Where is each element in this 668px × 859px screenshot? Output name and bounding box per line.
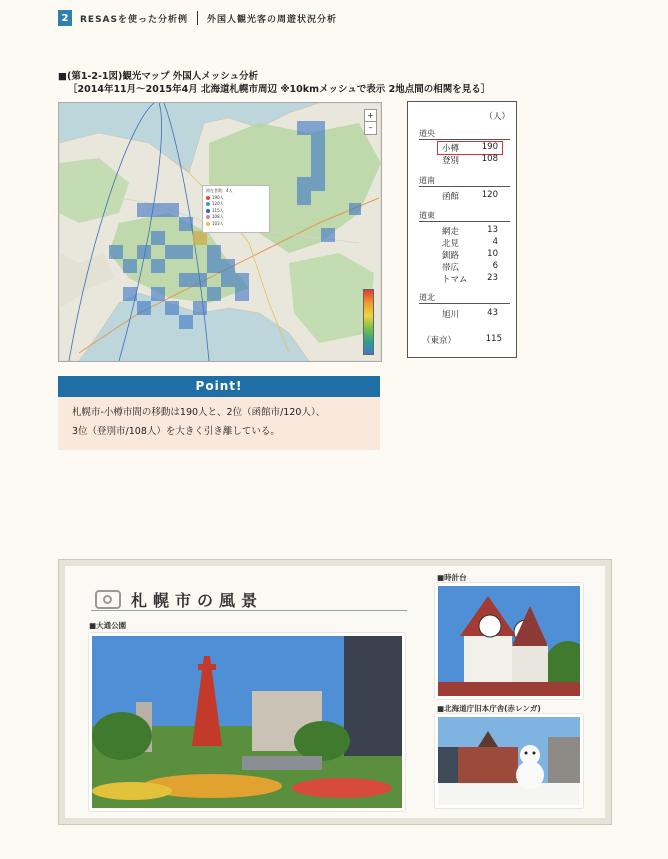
legend-dot-icon xyxy=(206,196,210,200)
region-rule xyxy=(419,303,510,304)
color-scale-bar xyxy=(363,289,374,355)
red-brick-office-image xyxy=(438,717,580,805)
topic-label: 外国人観光客の周遊状況分析 xyxy=(207,14,338,25)
legend-item: 120人 xyxy=(206,201,266,208)
legend-item: 115人 xyxy=(206,208,266,215)
table-row: 旭川 43 xyxy=(442,308,498,320)
legend-item: 108人 xyxy=(206,214,266,221)
point-heading: Point! xyxy=(58,376,380,397)
region-label: 道東 xyxy=(419,211,435,220)
section-label: RESASを使った分析例 xyxy=(80,14,189,25)
clock-tower-image xyxy=(438,586,580,696)
point-box xyxy=(58,376,380,450)
red-brick-office-photo xyxy=(435,714,583,808)
scenery-title-text: 札幌市の風景 xyxy=(131,591,264,610)
page-number: 2 xyxy=(58,10,72,26)
zoom-in-button[interactable]: + xyxy=(365,110,376,122)
figure-title-line2: ［2014年11月～2015年4月 北海道札幌市周辺 ※10kmメッシュで表示 2地点間の相関を見る］ xyxy=(68,84,491,95)
title-underline xyxy=(91,610,407,611)
table-row: 帯広 6 xyxy=(442,261,498,273)
scenery-panel xyxy=(58,559,612,825)
region-rule xyxy=(419,186,510,187)
legend-dot-icon xyxy=(206,209,210,213)
legend-item: 190人 xyxy=(206,195,266,202)
region-label: 道北 xyxy=(419,293,435,302)
table-row-highlighted: 小樽 190 xyxy=(438,142,502,154)
region-label: 道南 xyxy=(419,176,435,185)
table-row: トマム 23 xyxy=(442,273,498,285)
table-row: 登別 108 xyxy=(442,154,498,166)
region-rule xyxy=(419,221,510,222)
scenery-title xyxy=(95,588,263,611)
running-header xyxy=(58,9,337,27)
tokyo-value: 115 xyxy=(485,334,502,344)
table-row: 函館 120 xyxy=(442,190,498,202)
point-text xyxy=(58,397,380,441)
table-row: 釧路 10 xyxy=(442,249,498,261)
unit-label: （人） xyxy=(484,112,510,122)
photo-caption: ■北海道庁旧本庁舎(赤レンガ) xyxy=(437,704,541,713)
camera-icon xyxy=(95,590,121,609)
clock-tower-photo xyxy=(435,583,583,699)
photo-caption: ■時計台 xyxy=(437,573,467,582)
tokyo-label: （東京） xyxy=(422,336,457,346)
visitor-table xyxy=(407,101,517,358)
region-label: 道央 xyxy=(419,129,435,138)
figure-title-line1: ■(第1-2-1図)観光マップ 外国人メッシュ分析 xyxy=(58,71,259,82)
odori-park-image xyxy=(92,636,402,808)
point-line1: 札幌市-小樽市間の移動は190人と、2位（函館市/120人）、 xyxy=(72,407,326,418)
scenery-inner xyxy=(65,566,605,818)
legend-dot-icon xyxy=(206,222,210,226)
tokyo-row xyxy=(422,334,502,346)
map-legend xyxy=(202,185,270,233)
figure-title xyxy=(58,70,490,96)
odori-park-photo xyxy=(89,633,405,811)
table-row: 北見 4 xyxy=(442,237,498,249)
header-divider xyxy=(197,11,198,25)
mesh-map[interactable] xyxy=(58,102,382,362)
table-row: 網走 13 xyxy=(442,225,498,237)
legend-item: 103人 xyxy=(206,221,266,228)
legend-title: 滞在者数：4人 xyxy=(206,188,233,193)
zoom-out-button[interactable]: – xyxy=(368,123,373,132)
region-rule xyxy=(419,139,510,140)
photo-caption: ■大通公園 xyxy=(89,621,127,630)
zoom-control[interactable] xyxy=(364,109,377,135)
legend-dot-icon xyxy=(206,215,210,219)
legend-dot-icon xyxy=(206,202,210,206)
point-line2: 3位（登別市/108人）を大きく引き離している。 xyxy=(72,426,280,437)
